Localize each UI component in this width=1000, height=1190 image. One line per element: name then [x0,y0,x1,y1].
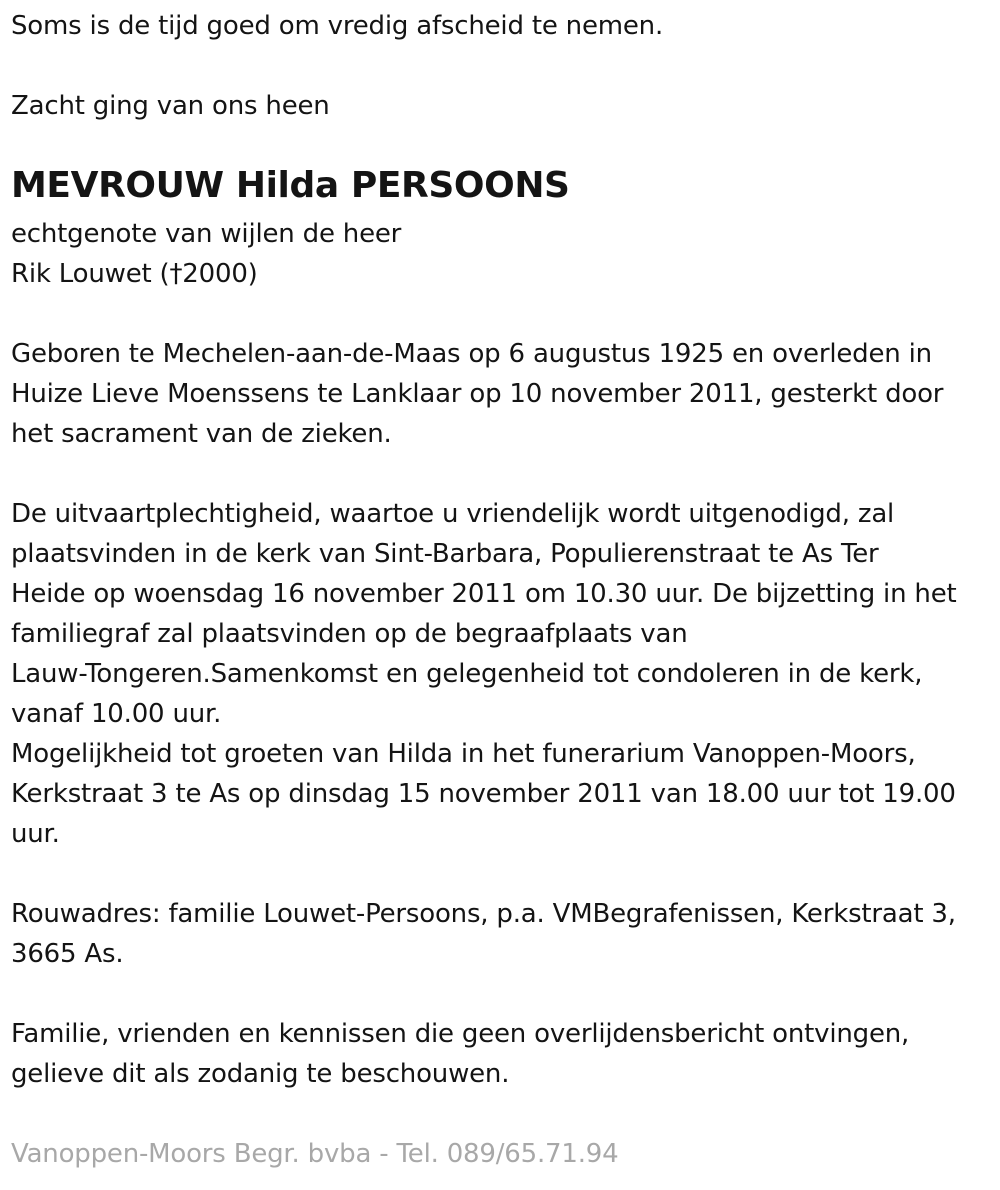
funeral-line: vanaf 10.00 uur. [11,699,222,729]
deceased-name: MEVROUW Hilda PERSOONS [11,165,570,206]
relation-line: echtgenote van wijlen de heer [11,219,402,249]
birth-death-line: Huize Lieve Moenssens te Lanklaar op 10 november 2011, gesterkt door [11,379,944,409]
funeral-line: familiegraf zal plaatsvinden op de begraafplaats van [11,619,688,649]
spouse-line: Rik Louwet (†2000) [11,259,258,289]
address-line: 3665 As. [11,939,124,969]
announcement-line: Zacht ging van ons heen [11,91,330,121]
closing-line: gelieve dit als zodanig te beschouwen. [11,1059,510,1089]
funeral-line: plaatsvinden in de kerk van Sint-Barbara, Populierenstraat te As Ter [11,539,879,569]
opening-line: Soms is de tijd goed om vredig afscheid te nemen. [11,11,664,41]
visitation-line: uur. [11,819,60,849]
funeral-line: De uitvaartplechtigheid, waartoe u vriendelijk wordt uitgenodigd, zal [11,499,895,529]
closing-line: Familie, vrienden en kennissen die geen overlijdensbericht ontvingen, [11,1019,910,1049]
visitation-line: Kerkstraat 3 te As op dinsdag 15 november 2011 van 18.00 uur tot 19.00 [11,779,956,809]
address-line: Rouwadres: familie Louwet-Persoons, p.a. VMBegrafenissen, Kerkstraat 3, [11,899,956,929]
birth-death-line: het sacrament van de zieken. [11,419,392,449]
birth-death-line: Geboren te Mechelen-aan-de-Maas op 6 augustus 1925 en overleden in [11,339,932,369]
funeral-home-footer: Vanoppen-Moors Begr. bvba - Tel. 089/65.71.94 [11,1139,619,1169]
funeral-line: Heide op woensdag 16 november 2011 om 10.30 uur. De bijzetting in het [11,579,957,609]
funeral-line: Lauw-Tongeren.Samenkomst en gelegenheid tot condoleren in de kerk, [11,659,923,689]
visitation-line: Mogelijkheid tot groeten van Hilda in het funerarium Vanoppen-Moors, [11,739,916,769]
